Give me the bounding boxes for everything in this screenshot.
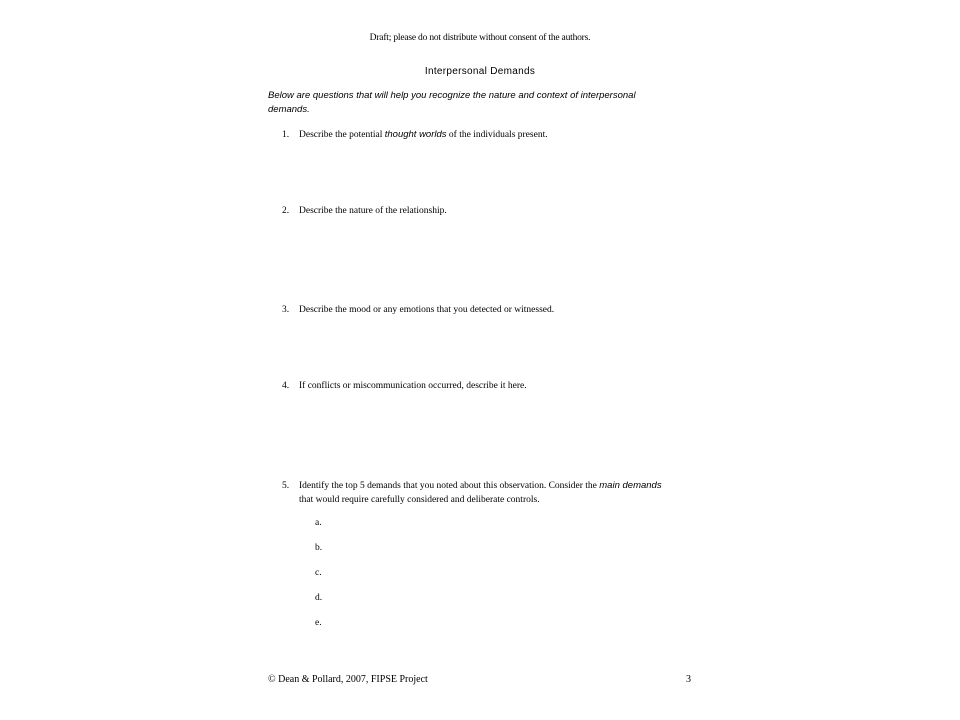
question-5 xyxy=(282,479,672,507)
question-text-part: Identify the top 5 demands that you noted about this observation. Consider the xyxy=(299,481,600,491)
page-title: Interpersonal Demands xyxy=(424,66,536,77)
answer-item-d: d. xyxy=(315,593,323,603)
question-text-part: that would require carefully considered and deliberate controls. xyxy=(299,495,540,505)
question-text-part: of the individuals present. xyxy=(446,130,548,140)
question-4 xyxy=(282,379,682,393)
page-number: 3 xyxy=(686,674,691,685)
question-emphasis: thought worlds xyxy=(384,129,447,140)
question-text xyxy=(299,479,672,507)
answer-item-b: b. xyxy=(315,543,323,553)
question-number: 2. xyxy=(282,206,290,216)
question-text: If conflicts or miscommunication occurred, describe it here. xyxy=(299,381,527,391)
draft-notice: Draft; please do not distribute without consent of the authors. xyxy=(369,33,591,43)
question-number: 4. xyxy=(282,381,290,391)
question-number: 1. xyxy=(282,130,290,140)
question-emphasis: main demands xyxy=(599,480,662,491)
intro-text: Below are questions that will help you recognize the nature and context of interpersonal demands. xyxy=(268,90,636,115)
answer-item-a: a. xyxy=(315,518,322,528)
question-number: 5. xyxy=(282,481,290,491)
question-1 xyxy=(282,128,682,142)
answer-item-e: e. xyxy=(315,618,322,628)
question-2 xyxy=(282,204,682,218)
footer-copyright: © Dean & Pollard, 2007, FIPSE Project xyxy=(268,674,428,685)
question-text: Describe the nature of the relationship. xyxy=(299,206,447,216)
question-number: 3. xyxy=(282,305,290,315)
question-text: Describe the mood or any emotions that you detected or witnessed. xyxy=(299,305,555,315)
question-3 xyxy=(282,303,682,317)
answer-item-c: c. xyxy=(315,568,322,578)
question-text xyxy=(299,128,682,142)
question-text-part: Describe the potential xyxy=(299,130,385,140)
